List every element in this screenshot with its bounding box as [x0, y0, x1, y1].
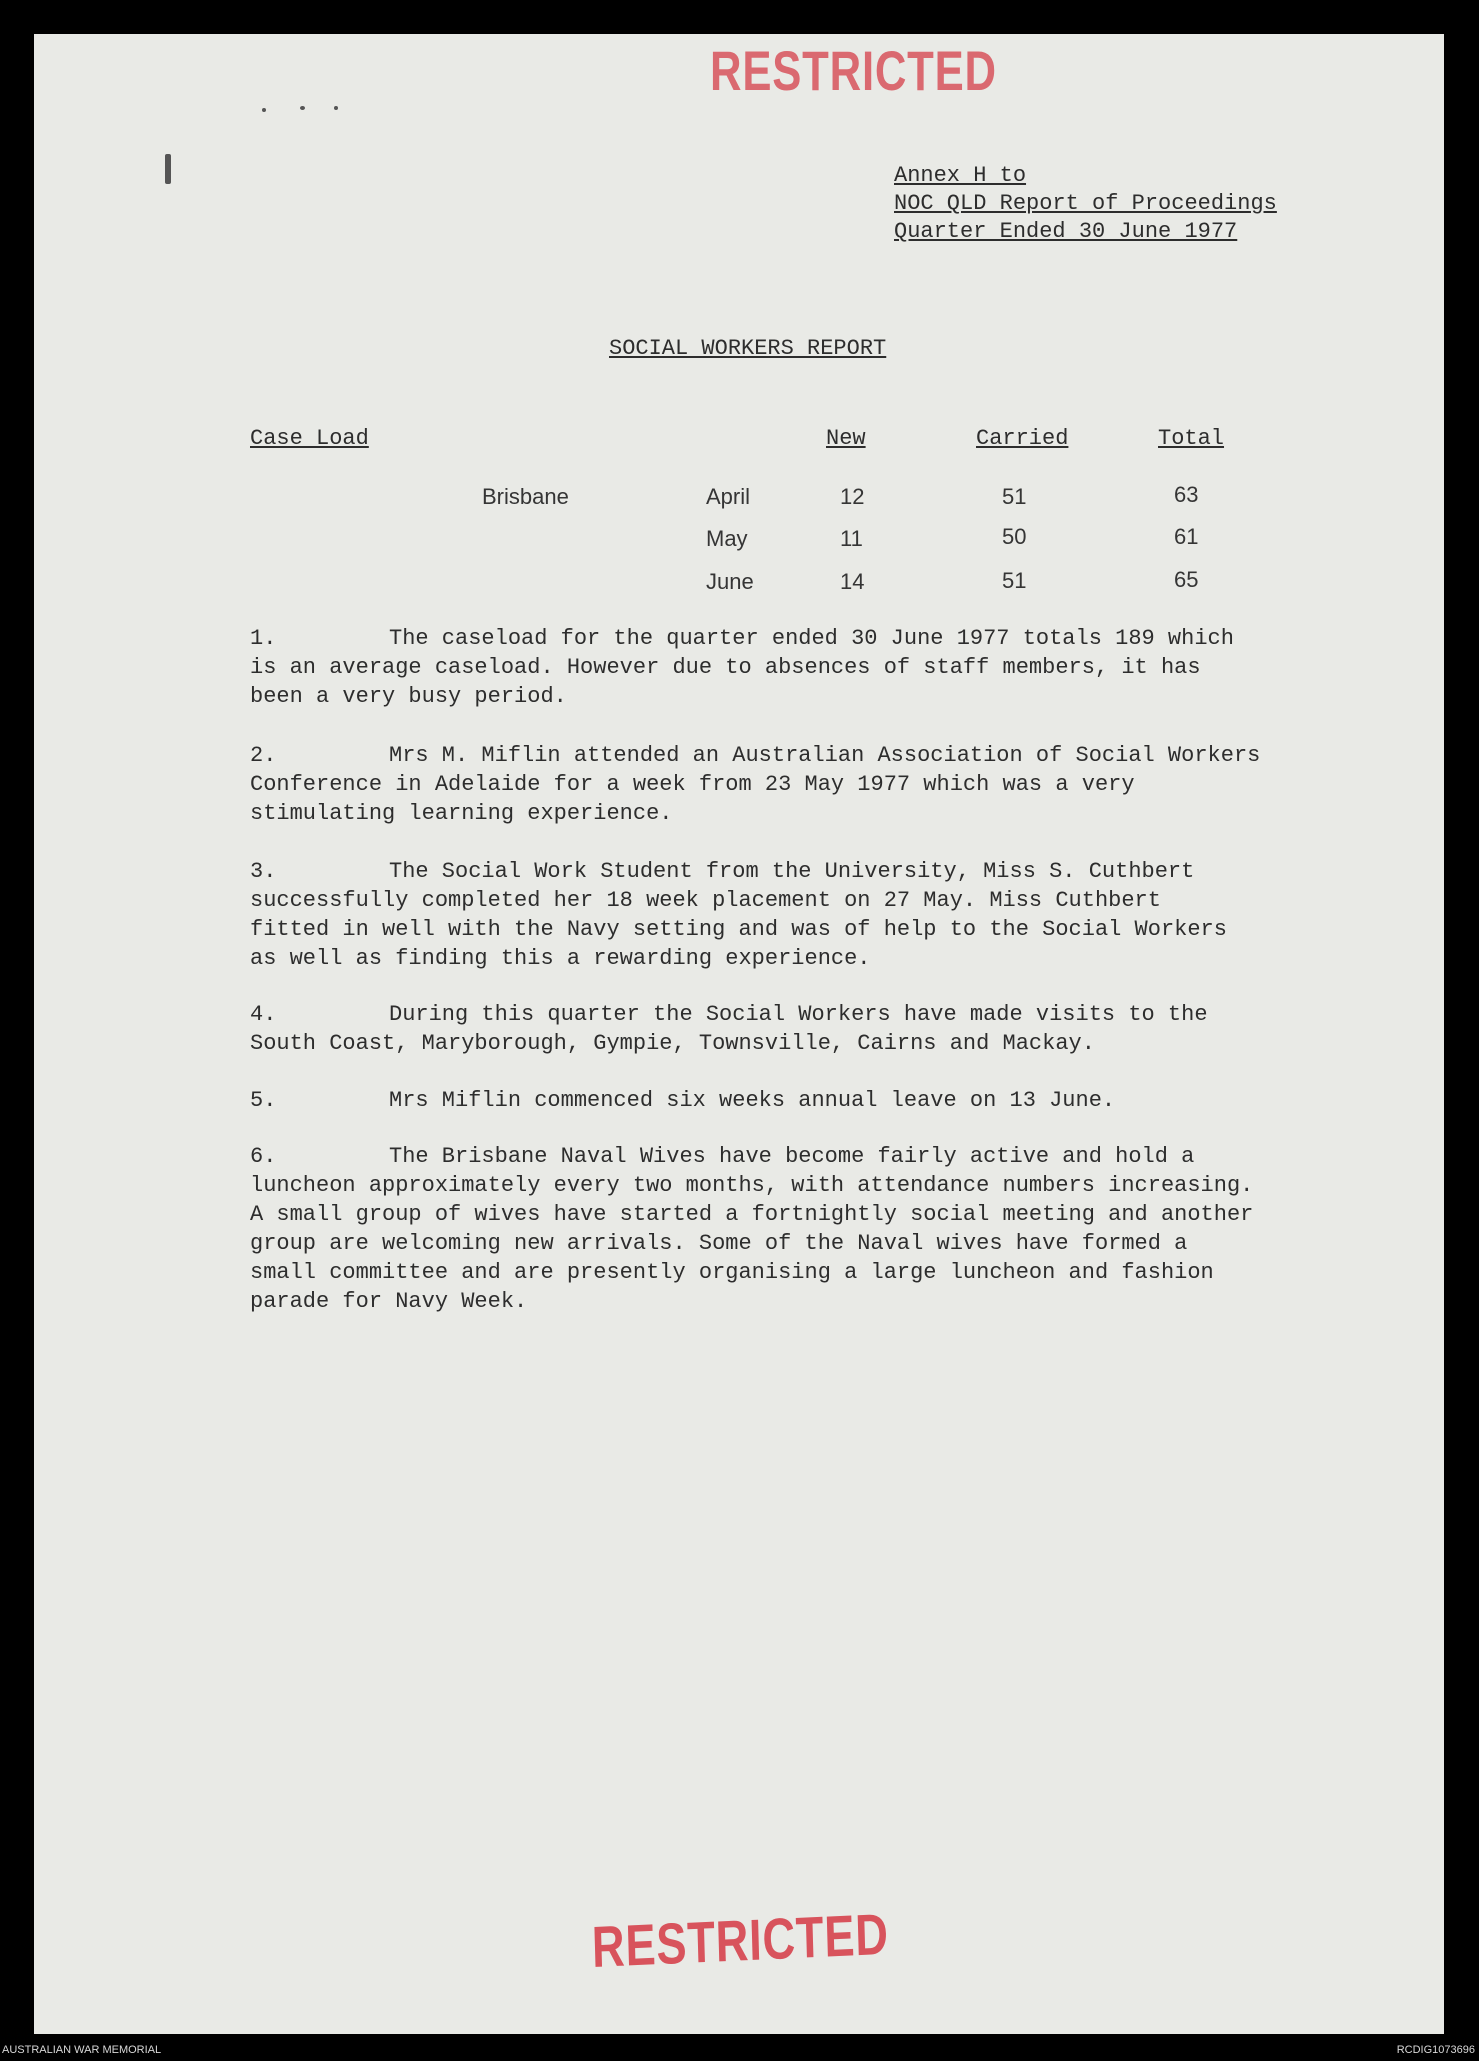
paragraph-number: 3. [250, 859, 277, 884]
paper-speck [334, 106, 338, 110]
table-cell-total: 65 [1174, 567, 1199, 592]
annex-line: Annex H to [894, 163, 1027, 188]
paragraph-4 [250, 1000, 1350, 1058]
paragraph-text: The Brisbane Naval Wives have become fairly active and hold a luncheon approximately every two months, with attendance numbers increasing. A small group of wives have started a fortnightly social meeting and another group are welcoming new arrivals. Some of the Naval wives have formed a small committee and are presently organising a large luncheon and fashion parade for Navy Week. [250, 1144, 1254, 1314]
paragraph-number: 2. [250, 743, 277, 768]
table-cell-total: 61 [1174, 524, 1199, 549]
table-cell-new: 14 [840, 569, 865, 594]
table-cell-total: 63 [1174, 482, 1199, 507]
paragraph-number: 4. [250, 1002, 277, 1027]
table-cell-month: April [706, 484, 751, 509]
archive-record-id: RCDIG1073696 [1396, 2044, 1475, 2056]
archive-credit: AUSTRALIAN WAR MEMORIAL [2, 2044, 162, 2056]
caseload-location: Brisbane [482, 484, 569, 509]
column-header-total: Total [1158, 426, 1225, 451]
paragraph-1 [250, 624, 1350, 711]
table-cell-month: June [706, 569, 754, 594]
report-title: SOCIAL WORKERS REPORT [609, 336, 887, 361]
table-cell-new: 11 [840, 526, 863, 551]
table-cell-month: May [706, 526, 748, 551]
paper-speck [165, 154, 171, 184]
paragraph-text: The Social Work Student from the University, Miss S. Cuthbert successfully completed her 18 week placement on 27 May. Miss Cuthbert fitted in well with the Navy setting and was of help to the Social Workers as well as finding this a rewarding experience. [250, 859, 1227, 971]
paper-speck [300, 106, 305, 110]
paragraph-5 [250, 1086, 1350, 1115]
paragraph-number: 1. [250, 626, 277, 651]
paragraph-2 [250, 741, 1350, 828]
table-cell-carried: 51 [1002, 484, 1027, 509]
restricted-stamp-top: RESTRICTED [710, 39, 997, 102]
paragraph-number: 5. [250, 1088, 277, 1113]
column-header-carried: Carried [976, 426, 1069, 451]
annex-reference [894, 162, 1277, 246]
document-page [34, 34, 1444, 2034]
paragraph-number: 6. [250, 1144, 277, 1169]
table-cell-carried: 50 [1002, 524, 1027, 549]
restricted-stamp-bottom: RESTRICTED [591, 1901, 890, 1980]
paragraph-text: Mrs Miflin commenced six weeks annual leave on 13 June. [389, 1088, 1116, 1113]
caseload-heading: Case Load [250, 426, 369, 451]
annex-line: NOC QLD Report of Proceedings [894, 191, 1277, 216]
paragraph-text: During this quarter the Social Workers have made visits to the South Coast, Maryborough, Gympie, Townsville, Cairns and Mackay. [250, 1002, 1208, 1056]
paragraph-text: Mrs M. Miflin attended an Australian Association of Social Workers Conference in Adelaide for a week from 23 May 1977 which was a very stimulating learning experience. [250, 743, 1261, 826]
table-cell-carried: 51 [1002, 568, 1027, 593]
table-cell-new: 12 [840, 484, 865, 509]
paragraph-6 [250, 1142, 1350, 1316]
annex-line: Quarter Ended 30 June 1977 [894, 219, 1238, 244]
paragraph-3 [250, 857, 1350, 973]
paragraph-text: The caseload for the quarter ended 30 June 1977 totals 189 which is an average caseload. However due to absences of staff members, it has been a very busy period. [250, 626, 1234, 709]
paper-speck [262, 108, 266, 112]
column-header-new: New [826, 426, 866, 451]
